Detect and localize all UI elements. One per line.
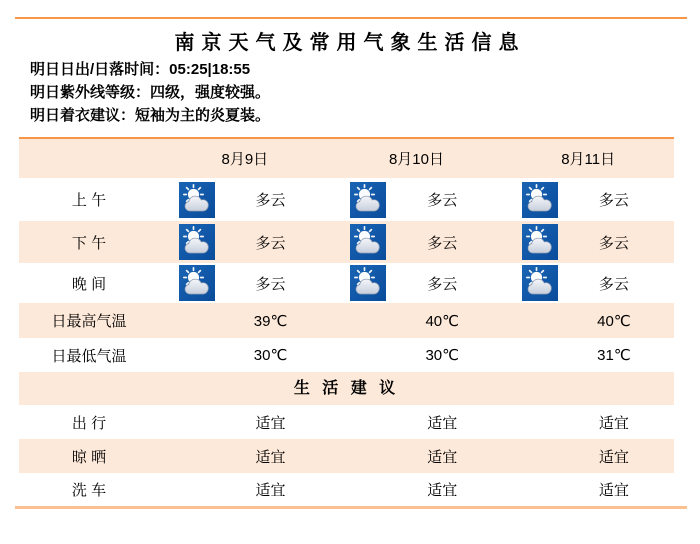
advice-value: 适宜 [598,482,629,499]
partly-cloudy-icon [502,182,578,218]
max-temp-value: 40℃ [597,312,631,330]
info-line-uv-level [30,81,700,104]
table-row-max-temp [19,303,674,338]
advice-cell [159,439,331,473]
weather-condition: 多云 [427,275,458,293]
table-row-min-temp [19,338,674,372]
weather-cell [502,263,674,303]
row-label: 上 午 [71,192,107,209]
partly-cloudy-icon [159,265,235,301]
weather-cell [331,178,503,221]
weather-condition: 多云 [427,192,458,209]
temp-cell [331,303,503,338]
row-label: 日最高气温 [51,313,127,330]
info-label: 明日日出/日落时间： [30,61,170,78]
max-temp-value: 39℃ [253,312,288,330]
info-value: 05:25|18:55 [169,61,251,78]
date-header: 8月11日 [561,151,616,168]
info-value: 短袖为主的炎夏装。 [135,107,271,124]
partly-cloudy-icon [159,182,235,218]
advice-cell [502,473,674,506]
info-block [30,58,700,127]
advice-cell [159,405,331,439]
row-label: 日最低气温 [51,347,127,365]
top-divider [15,17,687,19]
max-temp-value: 40℃ [425,312,459,330]
partly-cloudy-icon [502,224,578,260]
partly-cloudy-icon [331,265,407,301]
min-temp-value: 31℃ [597,347,631,364]
partly-cloudy-icon [159,224,235,260]
min-temp-value: 30℃ [425,347,459,364]
row-label: 晚 间 [71,275,107,293]
info-value: 四级，强度较强。 [150,84,271,101]
info-label: 明日紫外线等级： [30,84,151,101]
advice-value: 适宜 [255,482,286,499]
row-label: 出 行 [71,414,107,432]
weather-cell [159,178,331,221]
table-row-evening [19,263,674,303]
table-row-morning [19,178,674,221]
weather-cell [502,178,674,221]
weather-condition: 多云 [255,234,286,252]
advice-value: 适宜 [255,448,286,466]
weather-condition: 多云 [255,192,286,209]
weather-condition: 多云 [598,275,629,293]
table-row-travel [19,405,674,439]
advice-cell [502,439,674,473]
info-label: 明日着衣建议： [30,107,136,124]
partly-cloudy-icon [331,182,407,218]
weather-cell [331,221,503,263]
weather-condition: 多云 [427,234,458,252]
advice-value: 适宜 [598,414,629,432]
min-temp-value: 30℃ [253,347,288,364]
temp-cell [502,338,674,372]
info-line-sunrise-sunset [30,58,700,81]
weather-condition: 多云 [598,234,629,252]
weather-cell [159,221,331,263]
row-label: 下 午 [71,234,107,252]
advice-cell [331,405,503,439]
weather-cell [159,263,331,303]
temp-cell [502,303,674,338]
table-row-afternoon [19,221,674,263]
advice-value: 适宜 [427,448,458,466]
info-line-clothing-advice [30,104,700,127]
advice-value: 适宜 [255,414,286,432]
partly-cloudy-icon [331,224,407,260]
partly-cloudy-icon [502,265,578,301]
date-header: 8月10日 [388,151,444,168]
row-label: 洗 车 [71,482,107,499]
advice-cell [502,405,674,439]
date-header: 8月9日 [221,151,269,168]
page-title: 南京天气及常用气象生活信息 [174,32,526,54]
temp-cell [331,338,503,372]
weather-cell [331,263,503,303]
advice-value: 适宜 [427,414,458,432]
advice-cell [331,439,503,473]
weather-condition: 多云 [598,192,629,209]
weather-condition: 多云 [255,275,286,293]
advice-cell [159,473,331,506]
row-label: 晾 晒 [71,448,107,466]
advice-cell [331,473,503,506]
table-row-car-wash [19,473,674,506]
advice-value: 适宜 [427,482,458,499]
temp-cell [159,338,331,372]
bottom-divider [15,506,687,509]
weather-table [19,137,674,506]
section-header-life-advice: 生 活 建 议 [19,372,674,405]
temp-cell [159,303,331,338]
table-header-row [19,139,674,178]
table-row-drying [19,439,674,473]
advice-value: 适宜 [598,448,629,466]
weather-cell [502,221,674,263]
